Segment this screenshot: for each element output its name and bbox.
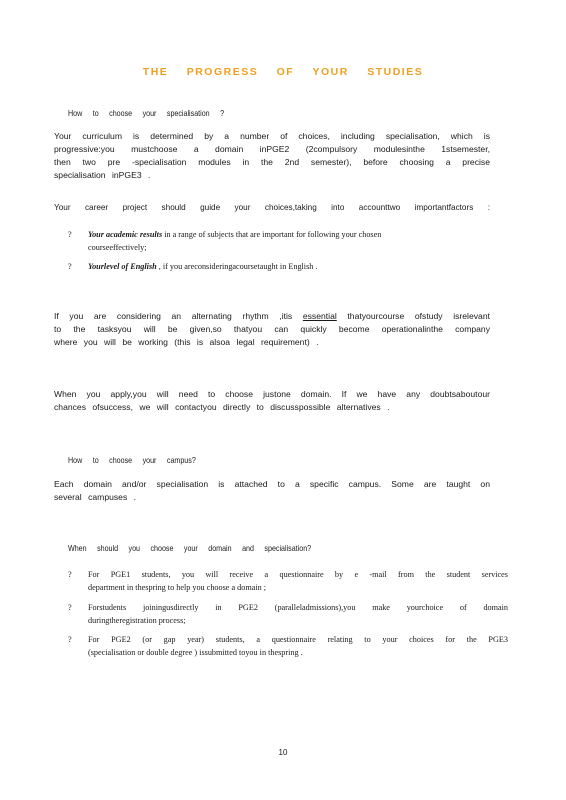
paragraph-career-project: [54, 201, 490, 214]
bullet-text: , if you areconsideringacoursetaught in English .: [158, 262, 318, 271]
text-line: several campuses .: [54, 492, 137, 502]
paragraph-apply: [54, 388, 490, 414]
bullet-text: For PGE1 students, you will receive a questionnaire by e -mail from the student services: [88, 570, 508, 579]
text-line: Your curriculum is determined by a number of choices, including specialisation, which is: [54, 131, 490, 141]
paragraph-campus: [54, 478, 490, 504]
bullet-marker: ?: [68, 570, 72, 579]
bullet-text: For PGE2 (or gap year) students, a questionnaire relating to your choices for the PGE3: [88, 635, 508, 644]
bullet-marker: ?: [68, 262, 72, 271]
text-line: If you are considering an alternating rhythm ,itis essential thatyourcourse ofstudy isrelevant: [54, 311, 490, 321]
section-heading-specialisation: How to choose your specialisation ?: [68, 108, 225, 118]
page-number: 10: [278, 748, 288, 757]
text-line: When you apply,you will need to choose justone domain. If we have any doubtsaboutour: [54, 389, 490, 399]
page-title: THE PROGRESS OF YOUR STUDIES: [142, 66, 424, 78]
underlined-word: essential: [302, 311, 337, 321]
text-line: specialisation inPGE3 .: [54, 170, 151, 180]
bullet-text-continued: courseeffectively;: [88, 243, 147, 252]
text-line: Your career project should guide your choices,taking into accounttwo importantfactors :: [54, 203, 490, 212]
text-line: where you will be working (this is alsoa legal requirement) .: [54, 337, 319, 347]
bullet-text-continued: duringtheregistration process;: [88, 616, 186, 625]
bullet-text: Forstudents joiningusdirectly in PGE2 (paralleladmissions),you make yourchoice of domain: [88, 603, 508, 612]
text-line: chances ofsuccess, we will contactyou directly to discusspossible alternatives .: [54, 402, 390, 412]
text-line: then two pre -specialisation modules in the 2nd semester), before choosing a precise: [54, 157, 490, 167]
section-heading-campus: How to choose your campus?: [68, 455, 196, 465]
emphasis-text: Your academic results: [88, 230, 163, 239]
bullet-text-continued: department in thespring to help you choose a domain ;: [88, 583, 267, 592]
text-line: to the tasksyou will be given,so thatyou can quickly become operationalinthe company: [54, 324, 490, 334]
paragraph-curriculum: [54, 130, 490, 182]
emphasis-text: Yourlevel of English: [88, 262, 157, 271]
text-line: progressive:you mustchoose a domain inPGE2 (2compulsory modulesinthe 1stsemester,: [54, 144, 490, 154]
bullet-marker: ?: [68, 603, 72, 612]
section-heading-when: When should you choose your domain and specialisation?: [68, 543, 312, 553]
bullet-text: in a range of subjects that are important for following your chosen: [164, 230, 382, 239]
bullet-text-continued: (specialisation or double degree ) issubmitted toyou in thespring .: [88, 648, 303, 657]
bullet-marker: ?: [68, 230, 72, 239]
text-line: Each domain and/or specialisation is attached to a specific campus. Some are taught on: [54, 479, 490, 489]
paragraph-alternating-rhythm: [54, 310, 490, 349]
bullet-marker: ?: [68, 635, 72, 644]
